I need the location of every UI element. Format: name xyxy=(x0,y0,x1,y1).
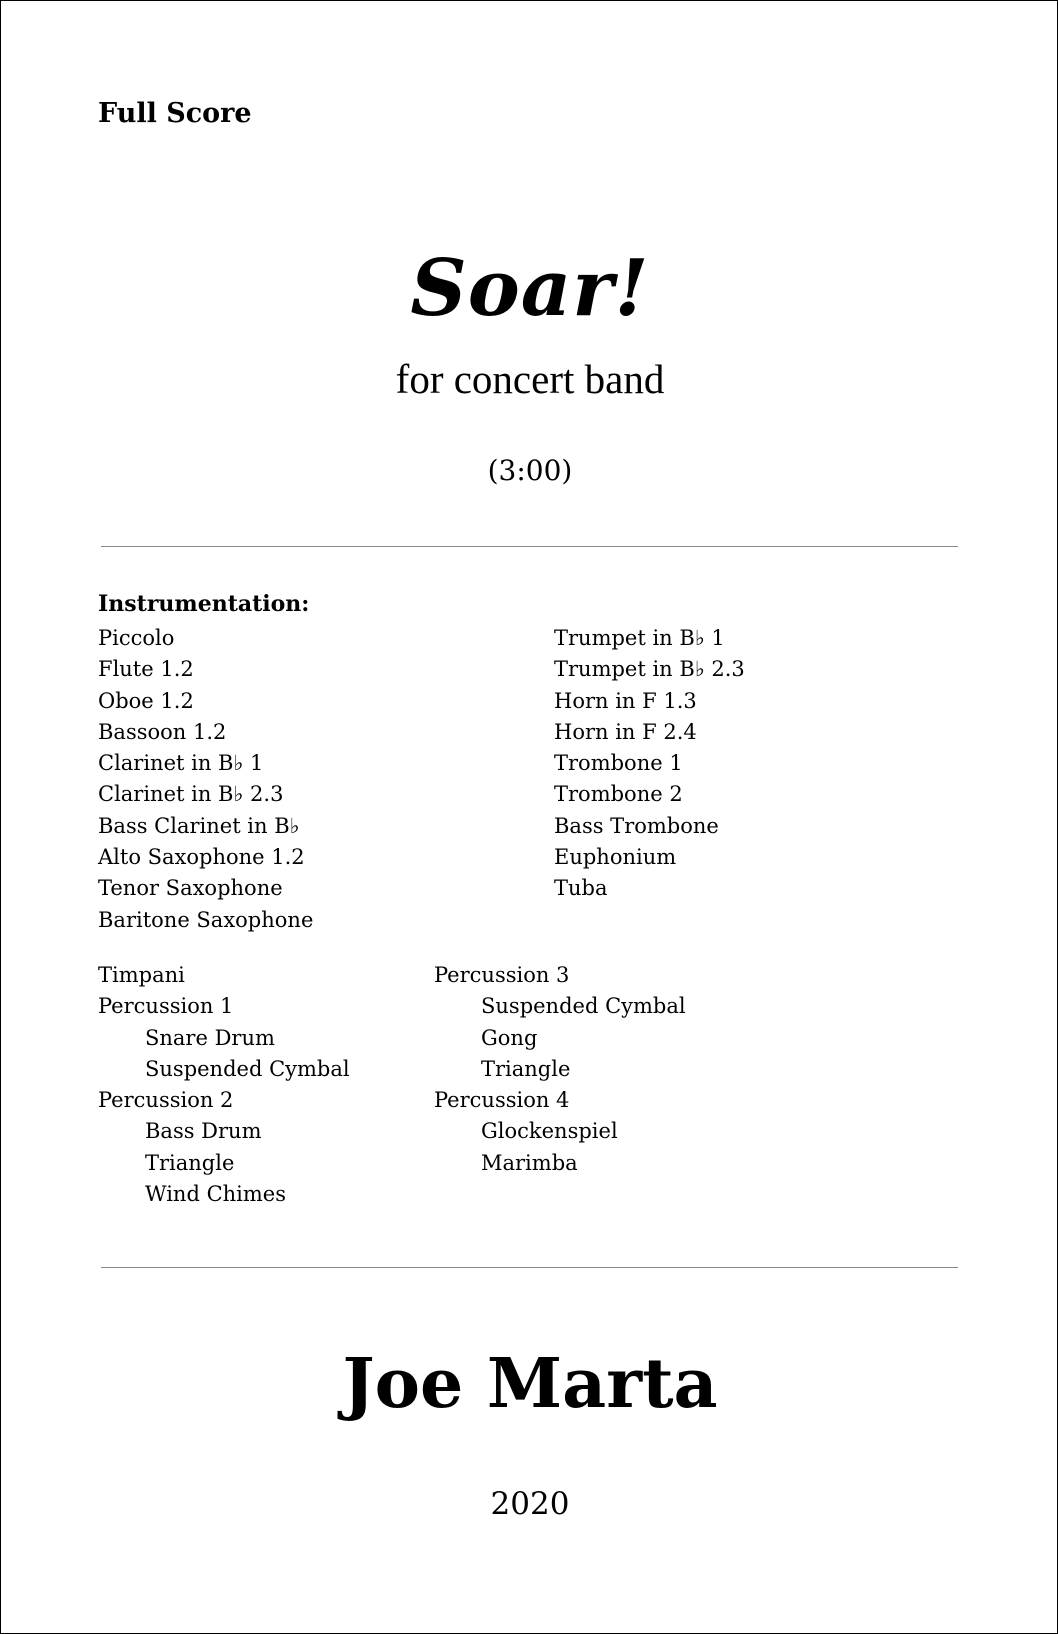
percussion-instrument: Suspended Cymbal xyxy=(145,1056,350,1081)
instrument-item: Clarinet in B♭ 1 xyxy=(98,751,264,776)
instrument-item: Euphonium xyxy=(554,845,677,870)
bottom-divider xyxy=(101,1267,958,1268)
piece-duration: (3:00) xyxy=(487,454,573,487)
instrument-item: Piccolo xyxy=(98,626,175,650)
percussion-group: Percussion 4 xyxy=(434,1088,570,1113)
instrumentation-heading: Instrumentation: xyxy=(98,591,310,617)
winds-right-list xyxy=(554,623,745,905)
percussion-group: Percussion 3 xyxy=(434,963,570,987)
instrument-item: Tenor Saxophone xyxy=(98,876,283,901)
percussion-instrument: Suspended Cymbal xyxy=(481,994,686,1019)
percussion-left-list xyxy=(98,960,350,1210)
instrument-item: Alto Saxophone 1.2 xyxy=(98,845,305,870)
percussion-item: Timpani xyxy=(98,963,185,987)
percussion-right-list xyxy=(434,960,686,1179)
percussion-instrument: Wind Chimes xyxy=(145,1182,287,1207)
instrument-item: Tuba xyxy=(554,876,608,901)
instrument-item: Oboe 1.2 xyxy=(98,688,194,713)
piece-title: Soar! xyxy=(410,243,650,334)
composition-year: 2020 xyxy=(490,1486,570,1522)
top-divider xyxy=(101,546,958,547)
percussion-instrument: Triangle xyxy=(145,1150,235,1175)
instrument-item: Horn in F 1.3 xyxy=(554,688,697,713)
instrument-item: Horn in F 2.4 xyxy=(554,719,697,744)
full-score-label: Full Score xyxy=(98,98,252,129)
percussion-instrument: Triangle xyxy=(481,1056,571,1081)
percussion-instrument: Glockenspiel xyxy=(481,1119,618,1144)
composer-name: Joe Marta xyxy=(342,1344,718,1424)
percussion-instrument: Gong xyxy=(481,1025,538,1050)
instrument-item: Trombone 2 xyxy=(554,782,683,807)
instrument-item: Bass Clarinet in B♭ xyxy=(98,813,300,838)
percussion-group: Percussion 2 xyxy=(98,1088,234,1113)
instrument-item: Bass Trombone xyxy=(554,813,719,838)
percussion-instrument: Bass Drum xyxy=(145,1119,262,1144)
percussion-instrument: Marimba xyxy=(481,1150,578,1175)
instrument-item: Trombone 1 xyxy=(554,751,683,776)
instrument-item: Bassoon 1.2 xyxy=(98,719,227,744)
instrument-item: Clarinet in B♭ 2.3 xyxy=(98,782,284,807)
percussion-group: Percussion 1 xyxy=(98,994,234,1019)
piece-subtitle: for concert band xyxy=(395,356,665,402)
instrument-item: Trumpet in B♭ 2.3 xyxy=(554,657,745,682)
instrument-item: Trumpet in B♭ 1 xyxy=(554,626,725,650)
percussion-instrument: Snare Drum xyxy=(145,1025,275,1050)
instrument-item: Baritone Saxophone xyxy=(98,907,314,932)
winds-left-list xyxy=(98,623,313,936)
instrument-item: Flute 1.2 xyxy=(98,657,194,682)
